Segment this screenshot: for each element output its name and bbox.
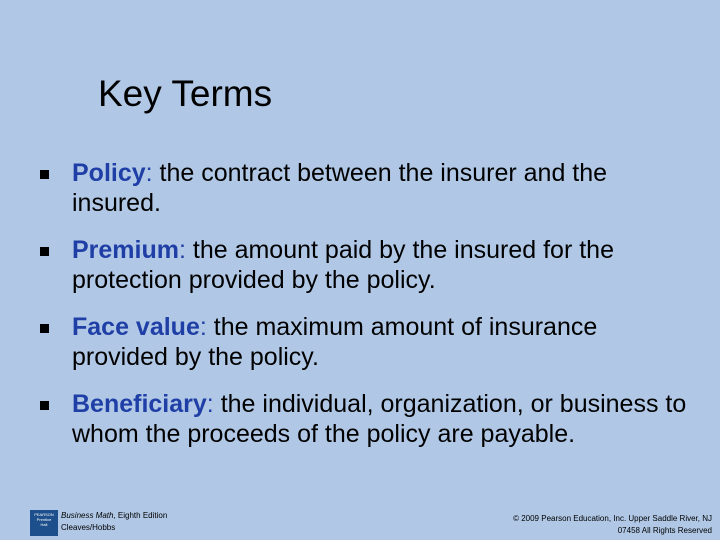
book-citation bbox=[61, 510, 167, 534]
term-label: Face value bbox=[72, 313, 200, 341]
term-definition: the individual, organization, or business to whom the proceeds of the policy are payable. bbox=[72, 390, 687, 448]
list-item bbox=[40, 158, 700, 218]
copyright-line-2: 07458 All Rights Reserved bbox=[617, 526, 712, 535]
copyright-notice bbox=[513, 513, 712, 537]
slide-title: Key Terms bbox=[98, 73, 273, 114]
term-colon: : bbox=[178, 236, 186, 264]
book-edition: , Eighth Edition bbox=[113, 511, 168, 520]
square-bullet-icon bbox=[40, 170, 49, 179]
term-colon: : bbox=[145, 159, 153, 187]
footer-book-info bbox=[30, 510, 167, 536]
term-definition: the maximum amount of insurance provided by the policy. bbox=[72, 313, 598, 371]
copyright-line-1: © 2009 Pearson Education, Inc. Upper Saddle River, NJ bbox=[513, 514, 712, 523]
book-title: Business Math bbox=[61, 511, 114, 520]
square-bullet-icon bbox=[40, 324, 49, 333]
list-item bbox=[40, 312, 700, 372]
term-label: Premium bbox=[72, 236, 179, 264]
list-item bbox=[40, 389, 700, 449]
term-definition: the amount paid by the insured for the protection provided by the policy. bbox=[72, 236, 614, 294]
square-bullet-icon bbox=[40, 401, 49, 410]
term-colon: : bbox=[199, 313, 207, 341]
list-item bbox=[40, 235, 700, 295]
book-authors: Cleaves/Hobbs bbox=[61, 523, 116, 532]
square-bullet-icon bbox=[40, 247, 49, 256]
term-definition: the contract between the insurer and the insured. bbox=[72, 159, 608, 217]
key-terms-list bbox=[40, 158, 700, 466]
term-label: Beneficiary bbox=[72, 390, 207, 418]
term-label: Policy bbox=[72, 159, 146, 187]
publisher-logo: PEARSON Prentice Hall bbox=[30, 510, 58, 536]
term-colon: : bbox=[206, 390, 214, 418]
